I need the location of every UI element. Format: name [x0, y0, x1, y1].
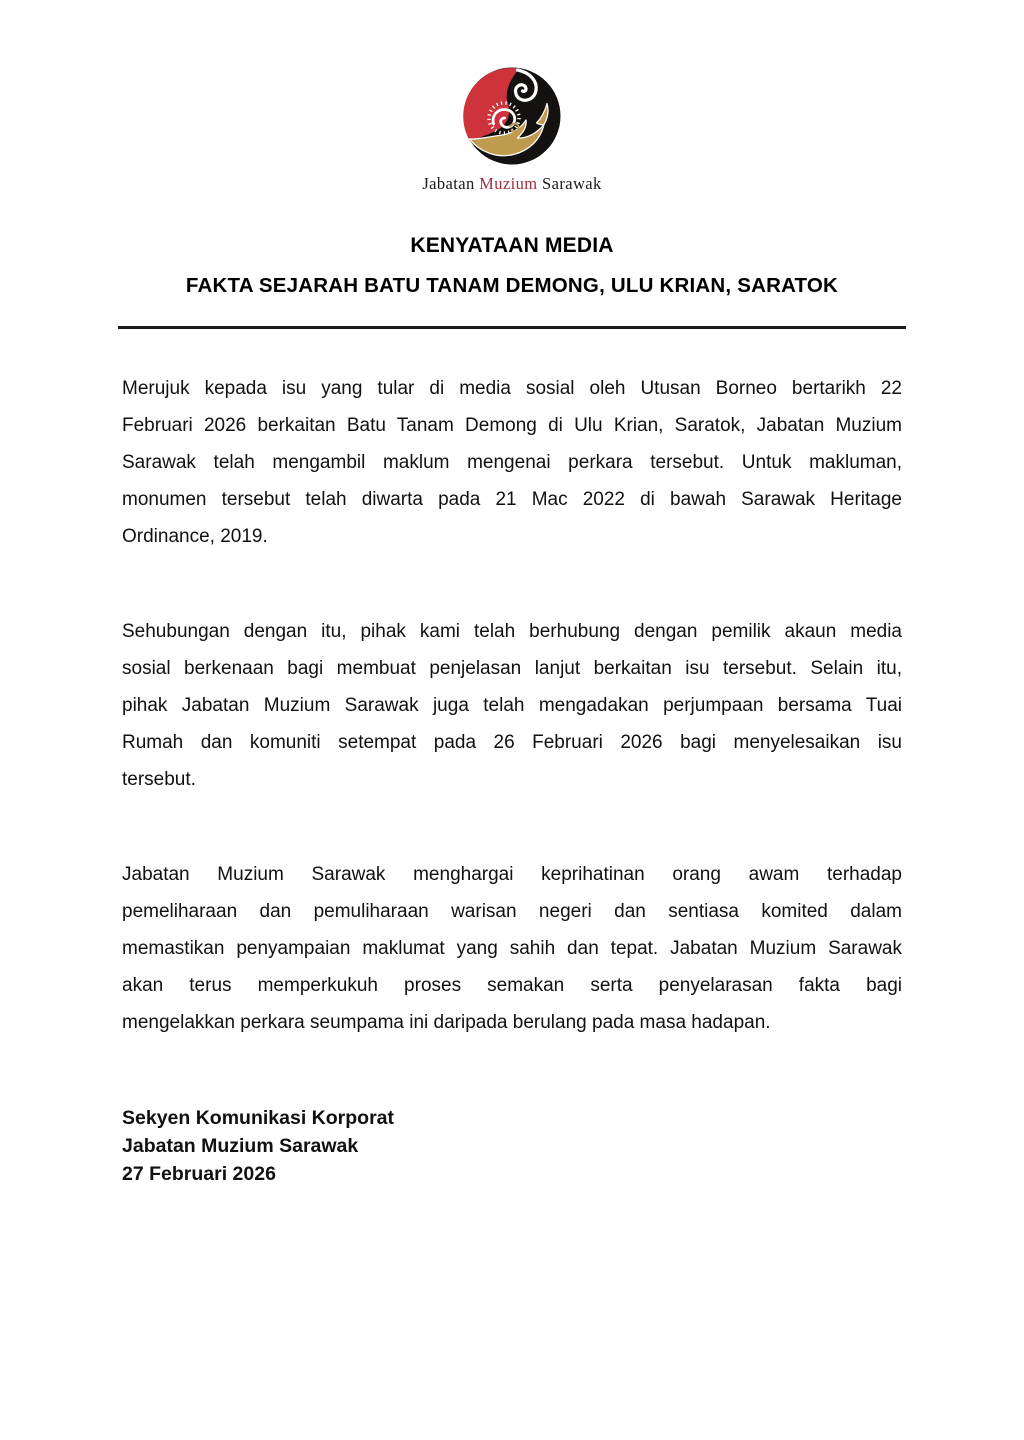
text-line: Sehubungan dengan itu, pihak kami telah berhubung dengan pemilik akaun media: [122, 621, 902, 642]
paragraph-2: [122, 613, 902, 798]
wordmark-sarawak: Sarawak: [542, 174, 602, 193]
museum-logo-icon: [462, 66, 562, 166]
wordmark-muzium: Muzium: [479, 174, 538, 193]
signature-date: 27 Februari 2026: [122, 1163, 276, 1185]
text-line: akan terus memperkukuh proses semakan serta penyelarasan fakta bagi: [122, 975, 902, 996]
signature-block: [122, 1104, 902, 1188]
text-line: pemeliharaan dan pemuliharaan warisan negeri dan sentiasa komited dalam: [122, 901, 902, 922]
text-line: Ordinance, 2019.: [122, 526, 268, 547]
text-line: mengelakkan perkara seumpama ini daripada berulang pada masa hadapan.: [122, 1012, 771, 1033]
text-line: Merujuk kepada isu yang tular di media sosial oleh Utusan Borneo bertarikh 22: [122, 378, 902, 399]
masthead: [0, 0, 1024, 194]
text-line: sosial berkenaan bagi membuat penjelasan lanjut berkaitan isu tersebut. Selain itu,: [122, 658, 902, 679]
text-line: Sarawak telah mengambil maklum mengenai perkara tersebut. Untuk makluman,: [122, 452, 902, 473]
text-line: pihak Jabatan Muzium Sarawak juga telah mengadakan perjumpaan bersama Tuai: [122, 695, 902, 716]
document-title: KENYATAAN MEDIA: [410, 234, 614, 257]
text-line: monumen tersebut telah diwarta pada 21 Mac 2022 di bawah Sarawak Heritage: [122, 489, 902, 510]
text-line: Jabatan Muzium Sarawak menghargai keprihatinan orang awam terhadap: [122, 864, 902, 885]
document-body: [0, 234, 1024, 1188]
wordmark-jabatan: Jabatan: [422, 174, 475, 193]
text-line: Februari 2026 berkaitan Batu Tanam Demong di Ulu Krian, Saratok, Jabatan Muzium: [122, 415, 902, 436]
text-line: memastikan penyampaian maklumat yang sahih dan tepat. Jabatan Muzium Sarawak: [122, 938, 902, 959]
paragraph-1: [122, 370, 902, 555]
signature-section: Sekyen Komunikasi Korporat: [122, 1107, 394, 1129]
document-subtitle: FAKTA SEJARAH BATU TANAM DEMONG, ULU KRIAN, SARATOK: [185, 274, 839, 297]
logo: [0, 66, 1024, 194]
signature-department: Jabatan Muzium Sarawak: [122, 1135, 359, 1157]
text-line: tersebut.: [122, 769, 196, 790]
paragraph-3: [122, 856, 902, 1041]
title-divider: [118, 326, 906, 329]
text-line: Rumah dan komuniti setempat pada 26 Februari 2026 bagi menyelesaikan isu: [122, 732, 902, 753]
logo-wordmark: [0, 174, 1024, 194]
